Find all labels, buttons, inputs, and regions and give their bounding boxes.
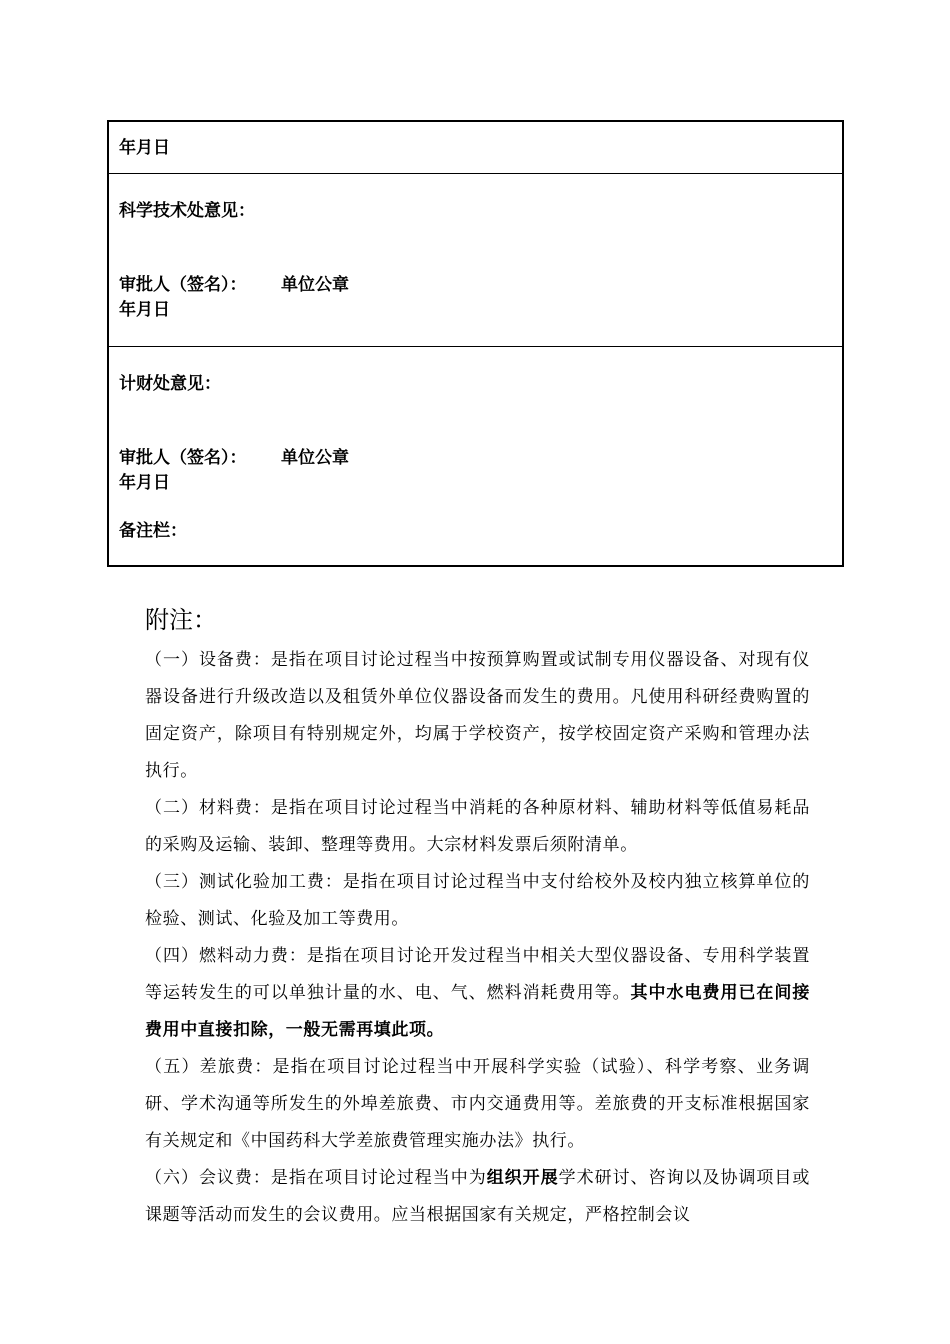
note-travel-fee: （五）差旅费：是指在项目讨论过程当中开展科学实验（试验）、科学考察、业务调研、学术沟通等所发生的外埠差旅费、市内交通费用等。差旅费的开支标准根据国家有关规定和《中国药科大学差旅费管理实施办法》执行。: [145, 1057, 810, 1151]
approval-form-table: [107, 120, 844, 567]
note-fuel-power-emphasis: 其中水电费用已在间接费用中直接扣除，一般无需再填此项。: [145, 983, 810, 1040]
finance-approver-label: 审批人（签名）：: [119, 448, 247, 468]
note-testing-fee: （三）测试化验加工费：是指在项目讨论过程当中支付给校外及校内独立核算单位的检验、测试、化验及加工等费用。: [145, 872, 810, 929]
note-materials-fee: （二）材料费：是指在项目讨论过程当中消耗的各种原材料、辅助材料等低值易耗品的采购及运输、装卸、整理等费用。大宗材料发票后须附清单。: [145, 798, 810, 855]
note-equipment-fee: （一）设备费：是指在项目讨论过程当中按预算购置或试制专用仪器设备、对现有仪器设备进行升级改造以及租赁外单位仪器设备而发生的费用。凡使用科研经费购置的固定资产，除项目有特别规定外，均属于学校资产，按学校固定资产采购和管理办法执行。: [145, 650, 810, 781]
date-line: 年月日: [119, 138, 170, 158]
finance-seal-label: 单位公章: [281, 448, 349, 468]
sci-tech-office-section: [109, 174, 842, 347]
note-fuel-power-text: （四）燃料动力费：是指在项目讨论开发过程当中相关大型仪器设备、专用科学装置等运转发生的可以单独计量的水、电、气、燃料消耗费用等。: [145, 946, 810, 1003]
finance-date-line: 年月日: [119, 473, 170, 493]
note-meeting-emphasis: 组织开展: [486, 1168, 559, 1188]
finance-office-section: [109, 347, 842, 567]
sci-tech-opinion-label: 科学技术处意见：: [119, 201, 255, 221]
finance-opinion-label: 计财处意见：: [119, 374, 221, 394]
note-meeting-text-a: （六）会议费：是指在项目讨论过程当中为: [145, 1168, 487, 1188]
sci-tech-seal-label: 单位公章: [281, 275, 349, 295]
sci-tech-approver-label: 审批人（签名）：: [119, 275, 247, 295]
note-fuel-power-fee: [145, 938, 810, 1049]
note-meeting-fee: [145, 1160, 810, 1234]
remarks-label: 备注栏：: [119, 521, 187, 541]
notes-title: 附注：: [145, 606, 217, 634]
date-section: [109, 122, 842, 174]
note-meeting-text-b: 学术研讨、咨询以及协调项目或课题等活动而发生的会议费用。应当根据国家有关规定，严格控制会议: [145, 1168, 811, 1225]
notes-section: [145, 600, 810, 1234]
sci-tech-date-line: 年月日: [119, 300, 170, 320]
